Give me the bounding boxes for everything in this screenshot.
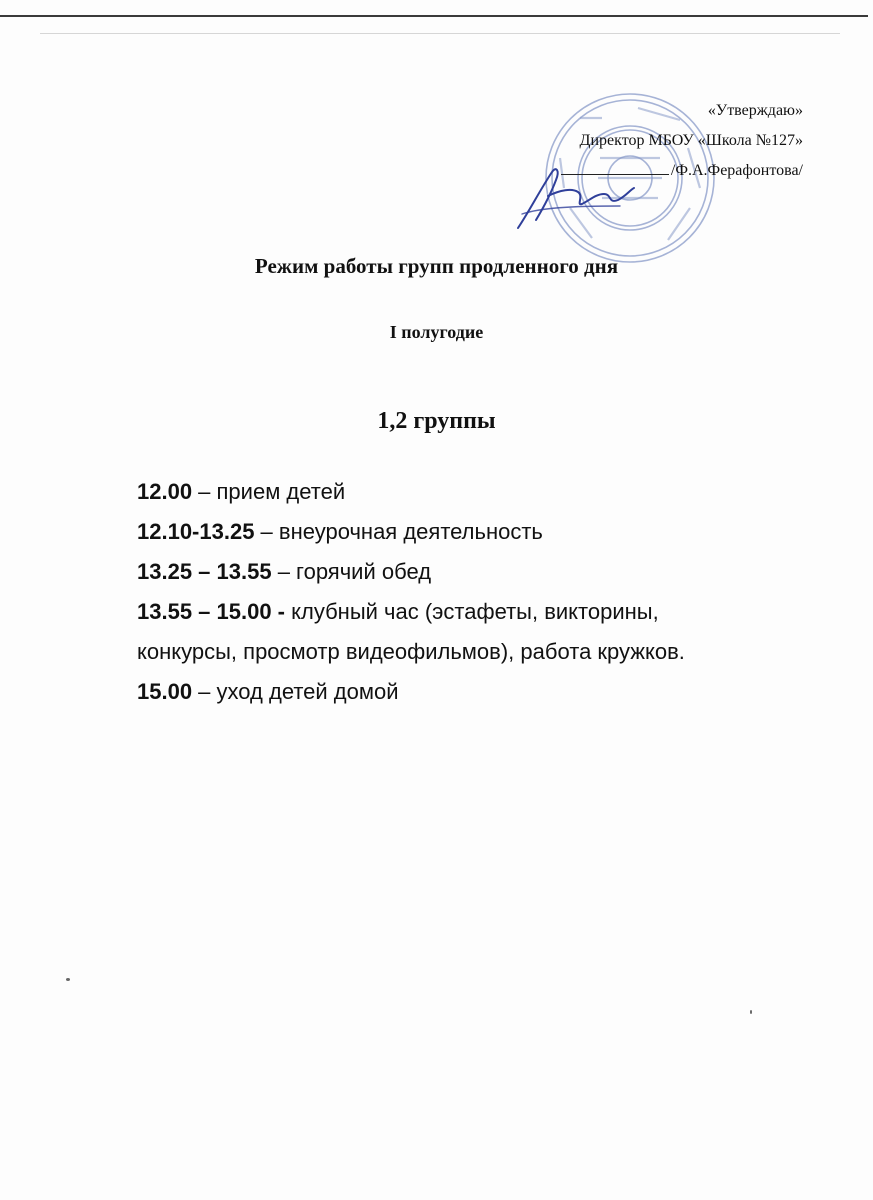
schedule-time: 13.55 – 15.00 -: [137, 599, 286, 624]
document-subtitle: I полугодие: [389, 322, 484, 342]
schedule-row: [137, 632, 837, 672]
schedule-activity: – уход детей домой: [192, 679, 399, 704]
scan-edge-line: [0, 15, 868, 17]
schedule-activity: клубный час (эстафеты, викторины,: [285, 599, 659, 624]
schedule-activity: – внеурочная деятельность: [254, 519, 543, 544]
director-name: /Ф.А.Ферафонтова/: [670, 162, 803, 179]
signature-underline: [561, 158, 669, 175]
schedule-row: [137, 512, 837, 552]
schedule-activity: – прием детей: [192, 479, 346, 504]
scan-speck: [750, 1010, 752, 1014]
schedule-time: 13.25 – 13.55: [137, 559, 272, 584]
groups-heading: 1,2 группы: [377, 408, 496, 434]
schedule-time: 12.10-13.25: [137, 519, 255, 544]
schedule-row: [137, 592, 837, 632]
schedule-time: 15.00: [137, 679, 193, 704]
schedule-time: 12.00: [137, 479, 193, 504]
schedule-activity: конкурсы, просмотр видеофильмов), работа кружков.: [137, 639, 685, 664]
schedule-activity: – горячий обед: [271, 559, 432, 584]
scan-speck: [66, 978, 70, 981]
schedule-row: [137, 472, 837, 512]
approval-heading: «Утверждаю»: [707, 102, 803, 119]
schedule-list: [137, 472, 837, 712]
scan-faint-line: [40, 33, 840, 34]
signature-line: [561, 156, 803, 186]
document-title: Режим работы групп продленного дня: [254, 254, 619, 278]
schedule-row: [137, 552, 837, 592]
schedule-row: [137, 672, 837, 712]
approval-block: [561, 96, 803, 186]
director-position: Директор МБОУ «Школа №127»: [579, 132, 803, 149]
